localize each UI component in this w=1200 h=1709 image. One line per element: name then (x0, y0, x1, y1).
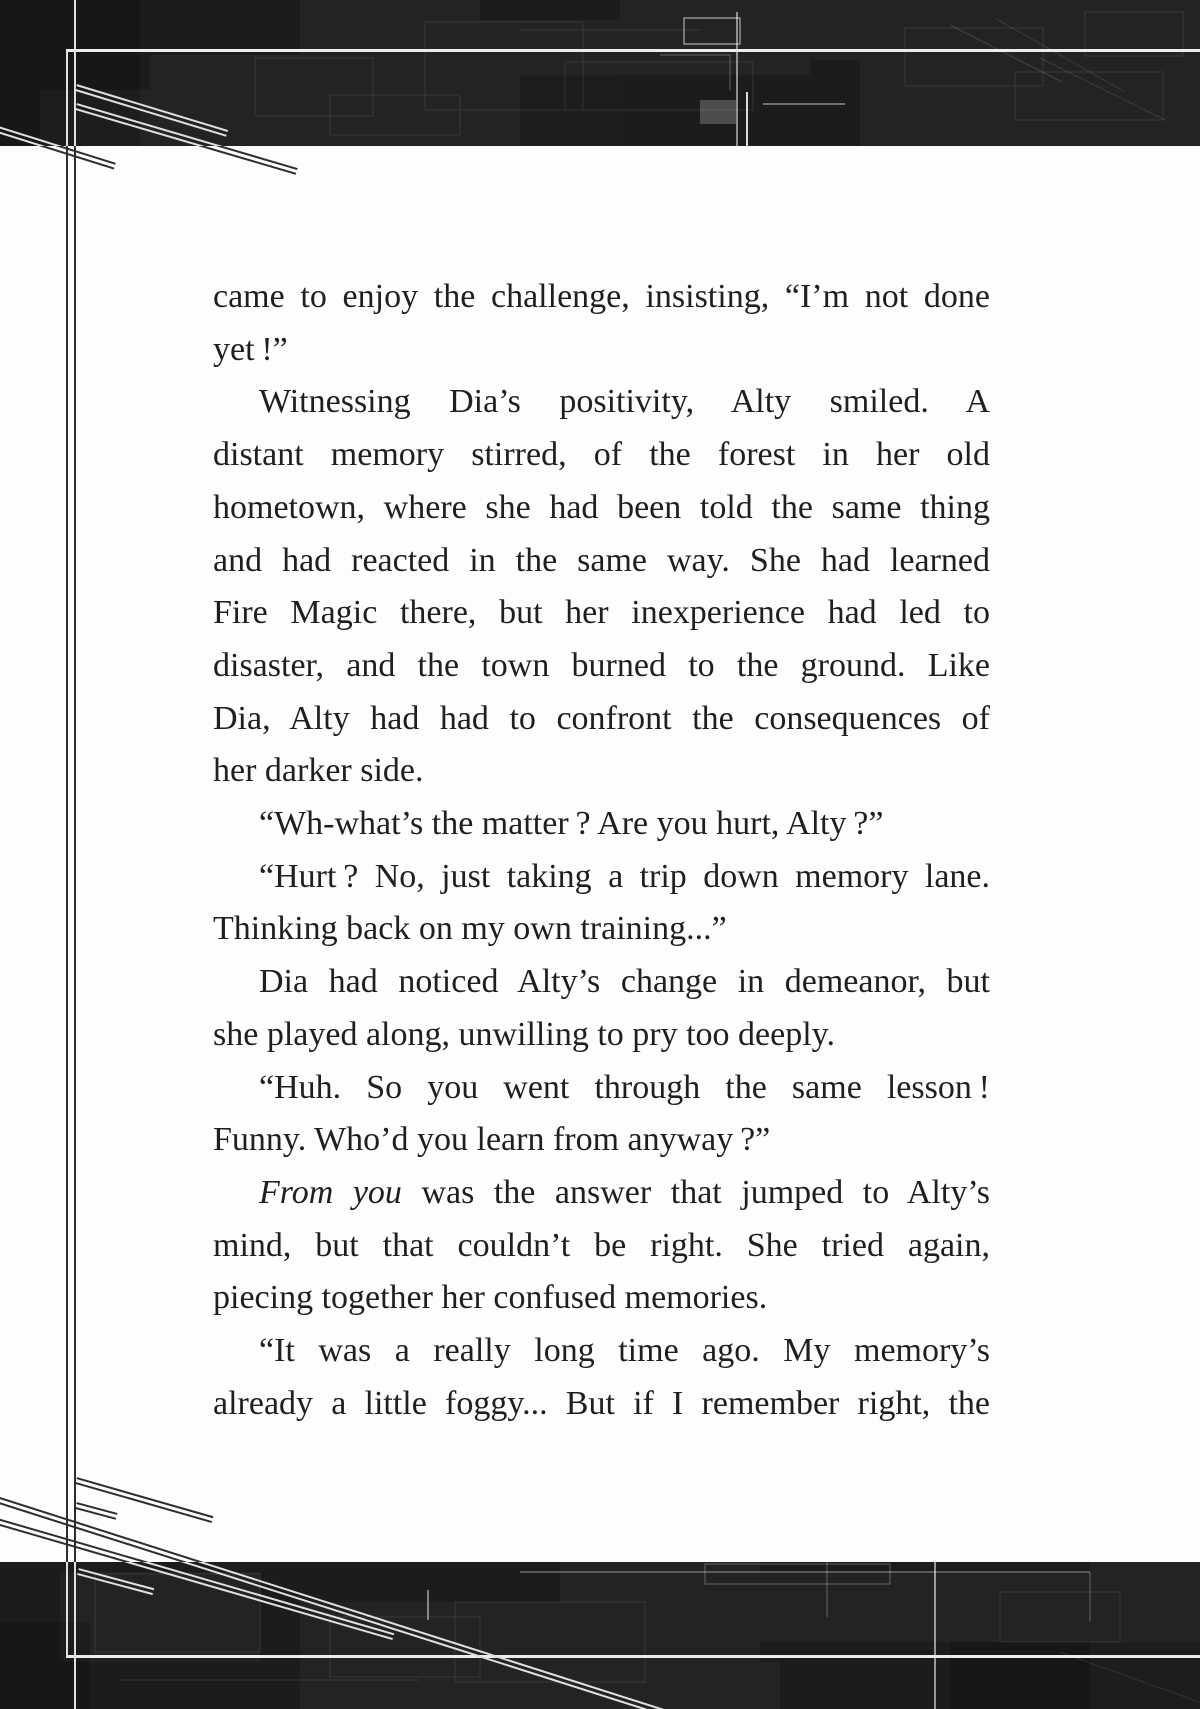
text-line: “Huh. So you went through the same lesson ! (259, 1068, 990, 1106)
vertical-rule-outer-top (74, 0, 76, 146)
vertical-rule-inner-top (66, 51, 68, 146)
bottom-banner (0, 1562, 1200, 1709)
text-line: and had reacted in the same way. She had learned (213, 541, 990, 579)
text-line: “It was a really long time ago. My memory’s (259, 1332, 990, 1370)
text-line: yet !” (213, 330, 288, 368)
corner-line (75, 1477, 213, 1523)
banner-rule (66, 1655, 1200, 1658)
vertical-rule-inner (66, 51, 68, 1658)
vertical-rule-outer-bottom (74, 1562, 76, 1709)
text-line: disaster, and the town burned to the ground. Like (213, 646, 990, 684)
text-line: From you was the answer that jumped to Alty’s (259, 1173, 990, 1211)
text-line: came to enjoy the challenge, insisting, “I’m not done (213, 278, 990, 315)
text-line: “Hurt ? No, just taking a trip down memory lane. (259, 857, 990, 895)
text-line: Dia had noticed Alty’s change in demeanor, but (259, 963, 990, 1001)
vertical-rule-inner-bottom (66, 1562, 68, 1657)
page-text (213, 271, 990, 1430)
circuit-pattern (0, 1562, 1200, 1709)
text-line: hometown, where she had been told the same thing (213, 488, 990, 526)
text-line: her darker side. (213, 752, 424, 790)
text-line: she played along, unwilling to pry too deeply. (213, 1015, 835, 1053)
vertical-rule-outer (74, 0, 76, 1709)
text-line: Thinking back on my own training...” (213, 910, 727, 948)
text-line: Witnessing Dia’s positivity, Alty smiled. A (259, 383, 990, 421)
text-line: Fire Magic there, but her inexperience had led to (213, 594, 990, 632)
corner-line (75, 1502, 117, 1520)
top-banner (0, 0, 1200, 146)
banner-rule (66, 49, 1200, 52)
text-line: “Wh-what’s the matter ? Are you hurt, Alty ?” (259, 805, 884, 843)
circuit-pattern (0, 0, 1200, 146)
text-line: mind, but that couldn’t be right. She tried again, (213, 1226, 990, 1264)
text-line: Funny. Who’d you learn from anyway ?” (213, 1121, 771, 1159)
text-line: Dia, Alty had had to confront the consequences of (213, 699, 990, 737)
text-line: already a little foggy... But if I remember right, the (213, 1384, 990, 1422)
text-line: distant memory stirred, of the forest in her old (213, 436, 990, 474)
text-line: piecing together her confused memories. (213, 1279, 768, 1317)
